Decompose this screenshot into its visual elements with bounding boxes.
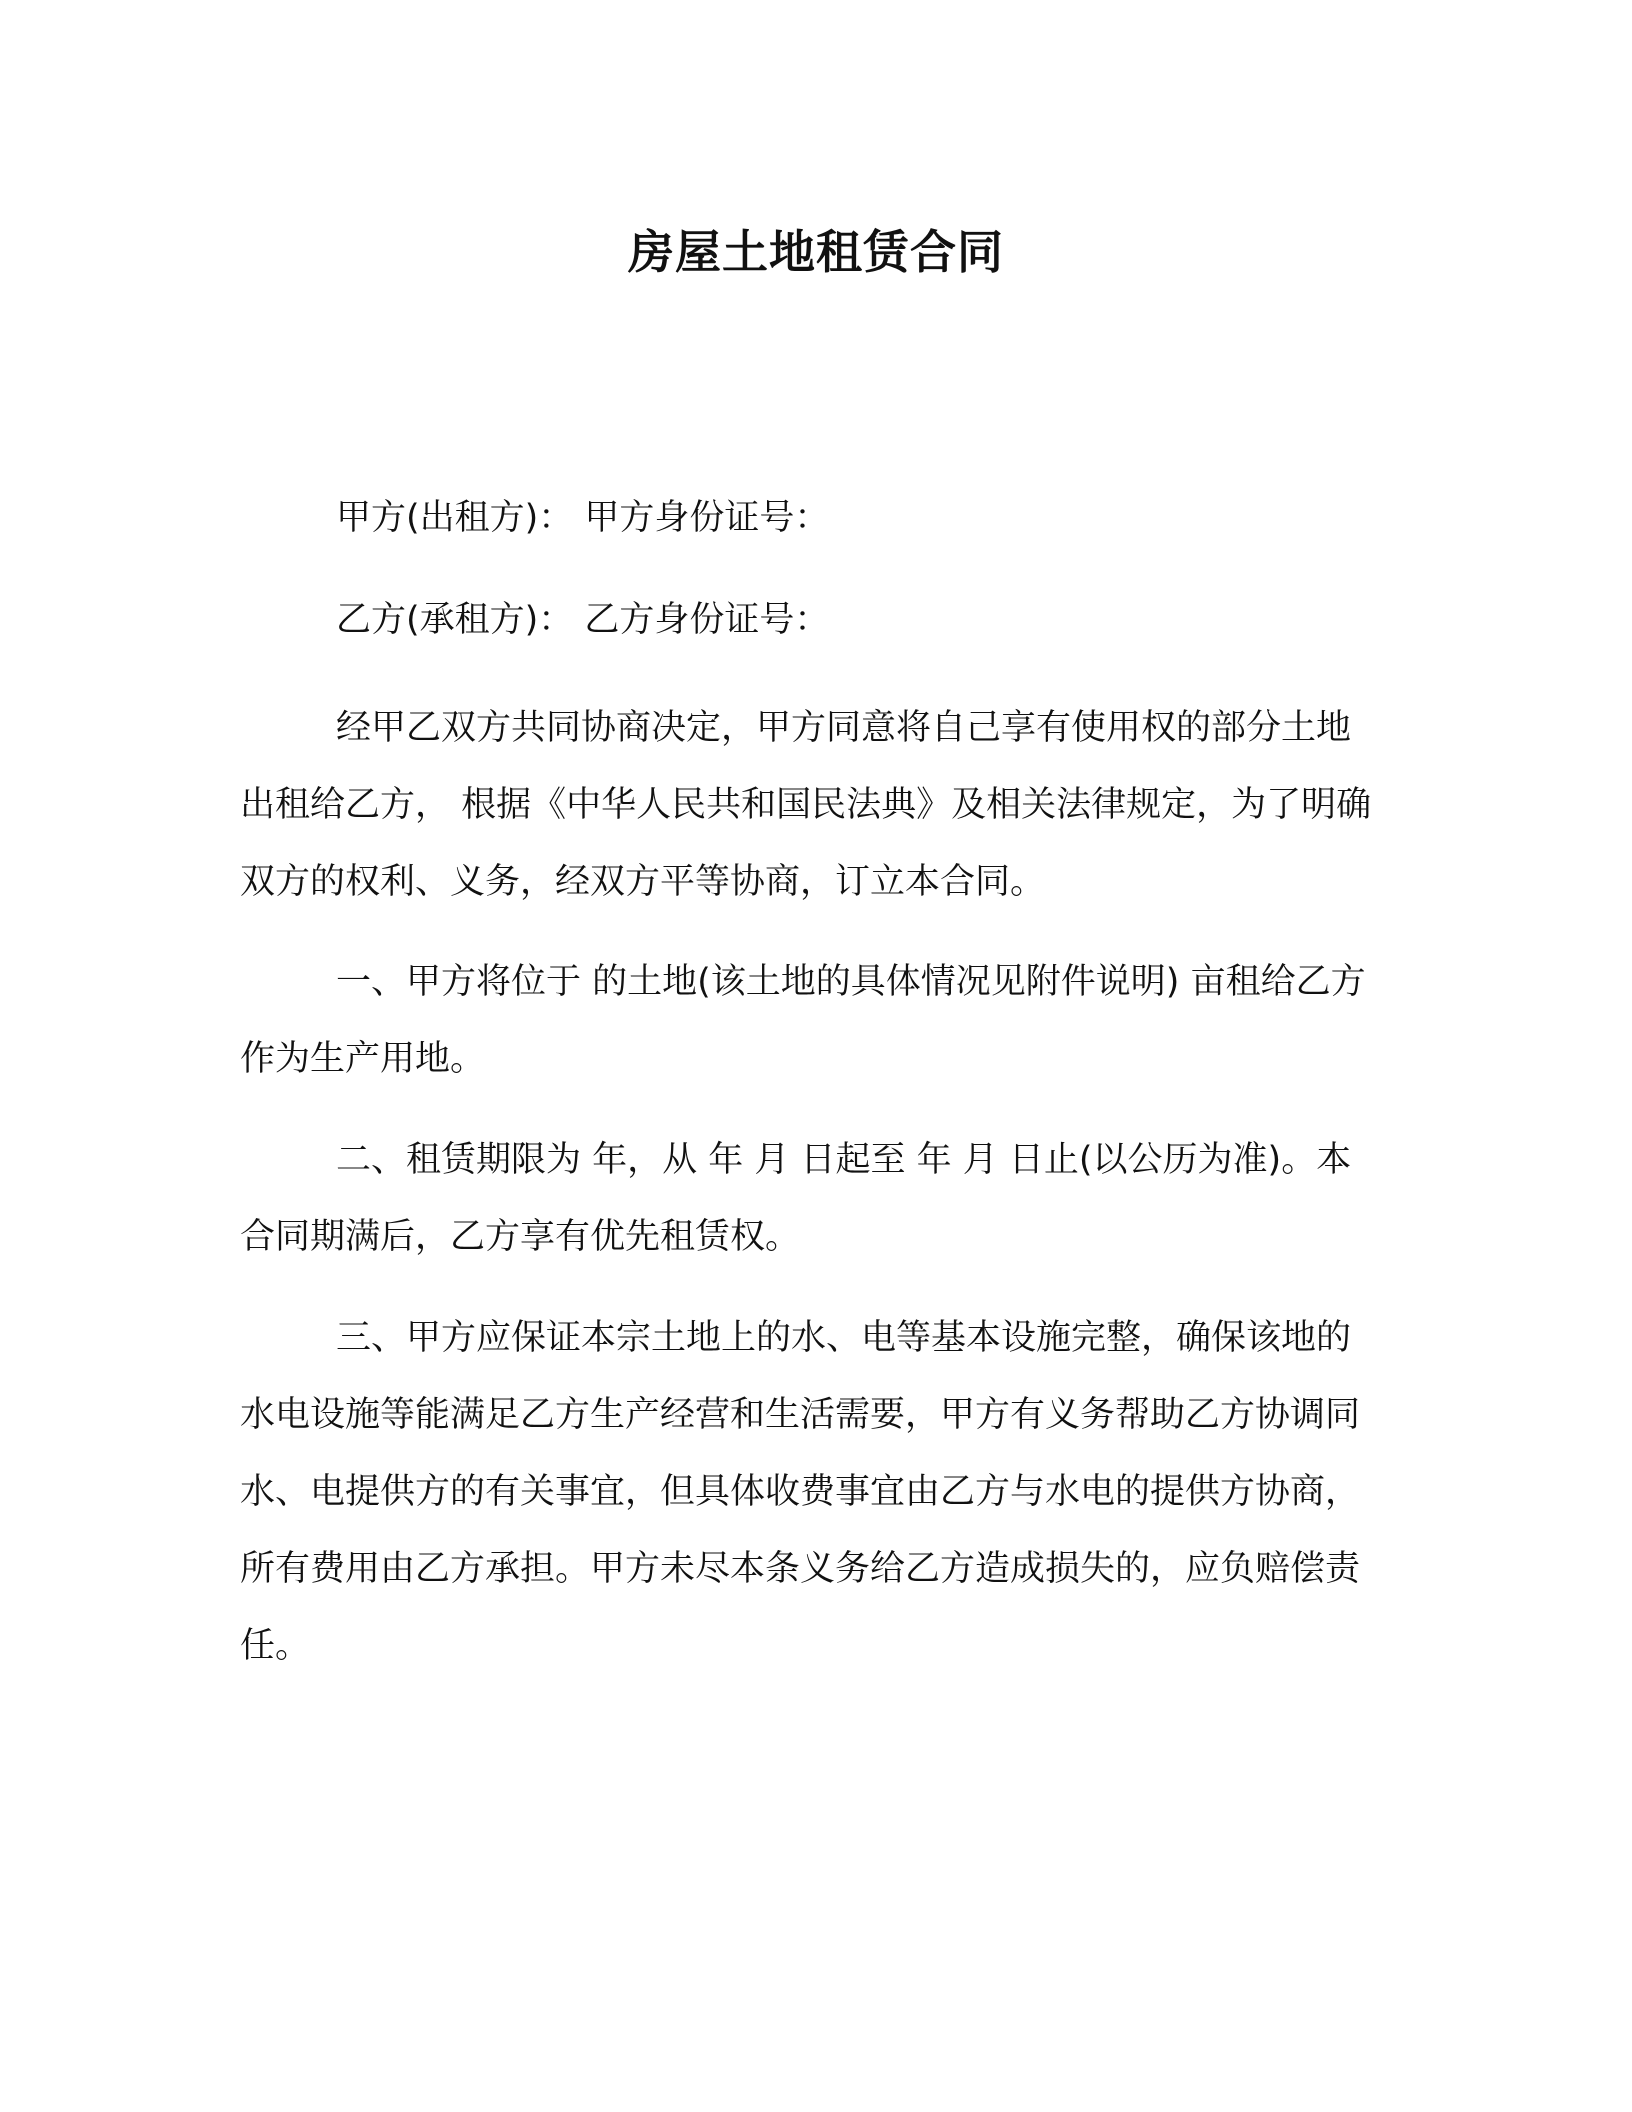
- party-b-field: 乙方(承租方)： 乙方身份证号：: [336, 600, 830, 640]
- clause-1-paragraph: 一、甲方将位于 的土地(该土地的具体情况见附件说明) 亩租给乙方作为生产用地。: [240, 962, 1366, 1079]
- party-a-field: 甲方(出租方)： 甲方身份证号：: [336, 498, 830, 538]
- intro-paragraph: 经甲乙双方共同协商决定，甲方同意将自己享有使用权的部分土地出租给乙方， 根据《中华人民共和国民法典》及相关法律规定，为了明确双方的权利、义务，经双方平等协商，订立本合同。: [240, 708, 1372, 902]
- document-title: 房屋土地租赁合同: [628, 225, 1004, 279]
- clause-2-paragraph: 二、租赁期限为 年，从 年 月 日起至 年 月 日止(以公历为准)。本合同期满后，乙方享有优先租赁权。: [240, 1140, 1352, 1257]
- clause-3-paragraph: 三、甲方应保证本宗土地上的水、电等基本设施完整，确保该地的水电设施等能满足乙方生产经营和生活需要，甲方有义务帮助乙方协调同水、电提供方的有关事宜，但具体收费事宜由乙方与水电的提供方协商，所有费用由乙方承担。甲方未尽本条义务给乙方造成损失的，应负赔偿责任。: [240, 1318, 1361, 1666]
